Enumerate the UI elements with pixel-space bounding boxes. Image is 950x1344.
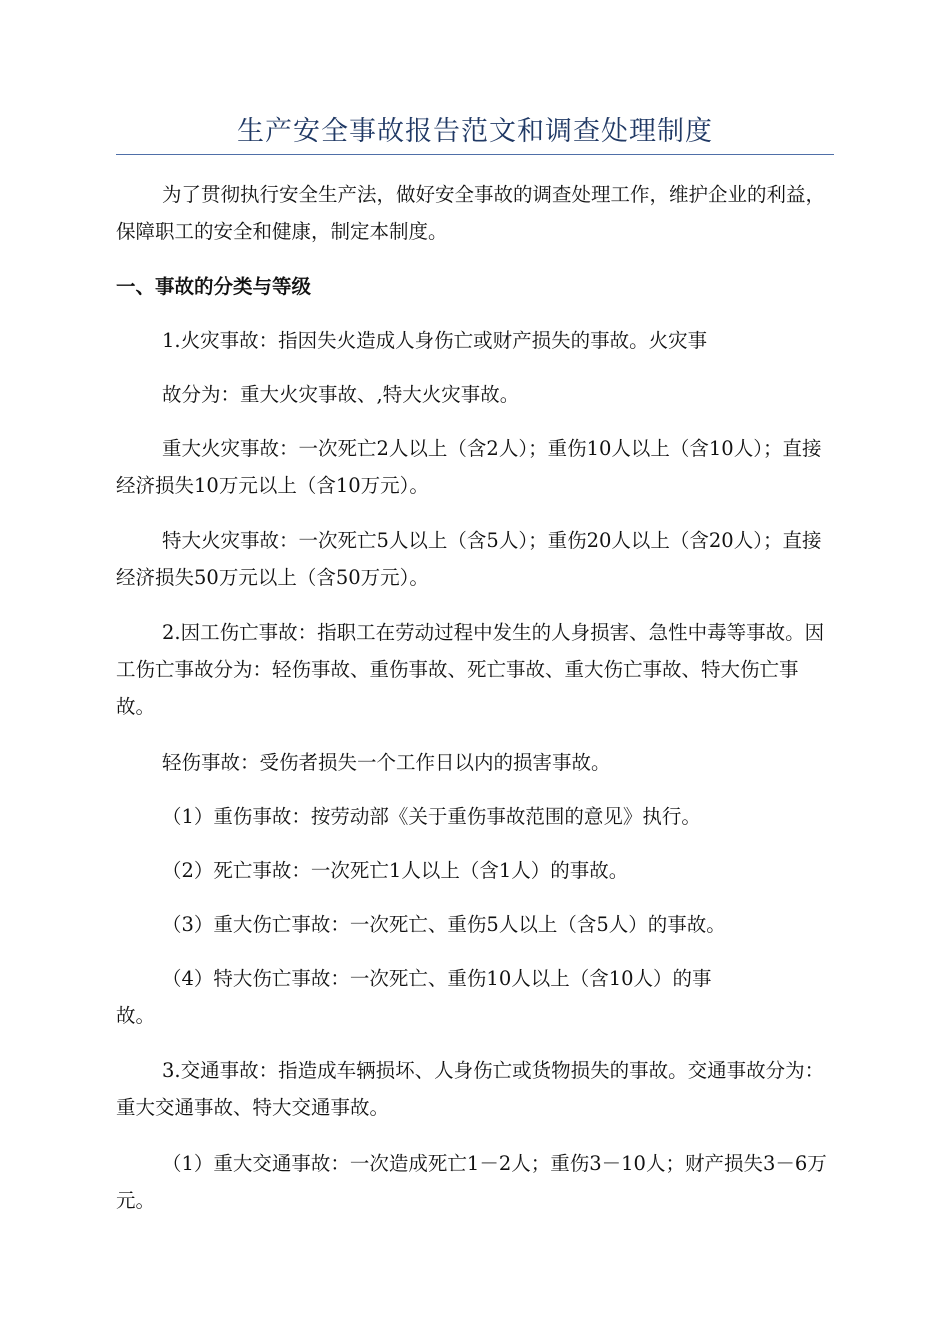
paragraph-fire-1: 1.火灾事故：指因失火造成人身伤亡或财产损失的事故。火灾事 (162, 329, 708, 352)
paragraph-traffic-major: （1）重大交通事故：一次造成死亡1－2人；重伤3－10人；财产损失3－6万元。 (116, 1152, 827, 1212)
document-title: 生产安全事故报告范文和调查处理制度 (237, 116, 713, 147)
paragraph-fire-major: 重大火灾事故：一次死亡2人以上（含2人）；重伤10人以上（含10人）；直接经济损失10万元以上（含10万元）。 (116, 437, 822, 497)
paragraph-fire-2: 故分为：重大火灾事故、,特大火灾事故。 (162, 383, 520, 406)
section-heading: 一、事故的分类与等级 (116, 275, 312, 298)
paragraph-traffic: 3.交通事故：指造成车辆损坏、人身伤亡或货物损失的事故。交通事故分为：重大交通事故、特大交通事故。 (116, 1059, 825, 1119)
list-item-4-line1: （4）特大伤亡事故：一次死亡、重伤10人以上（含10人）的事 (162, 967, 712, 990)
title-underline (116, 154, 834, 155)
list-item-1: （1）重伤事故：按劳动部《关于重伤事故范围的意见》执行。 (162, 805, 701, 828)
list-item-2: （2）死亡事故：一次死亡1人以上（含1人）的事故。 (162, 859, 629, 882)
paragraph-fire-extra: 特大火灾事故：一次死亡5人以上（含5人）；重伤20人以上（含20人）；直接经济损失50万元以上（含50万元）。 (116, 529, 822, 589)
intro-paragraph: 为了贯彻执行安全生产法，做好安全事故的调查处理工作，维护企业的利益，保障职工的安全和健康，制定本制度。 (116, 183, 826, 243)
list-item-4-line2: 故。 (116, 1004, 156, 1027)
paragraph-injury: 2.因工伤亡事故：指职工在劳动过程中发生的人身损害、急性中毒等事故。因工伤亡事故分为：轻伤事故、重伤事故、死亡事故、重大伤亡事故、特大伤亡事故。 (116, 621, 825, 718)
paragraph-minor-injury: 轻伤事故：受伤者损失一个工作日以内的损害事故。 (162, 751, 611, 774)
list-item-3: （3）重大伤亡事故：一次死亡、重伤5人以上（含5人）的事故。 (162, 913, 726, 936)
